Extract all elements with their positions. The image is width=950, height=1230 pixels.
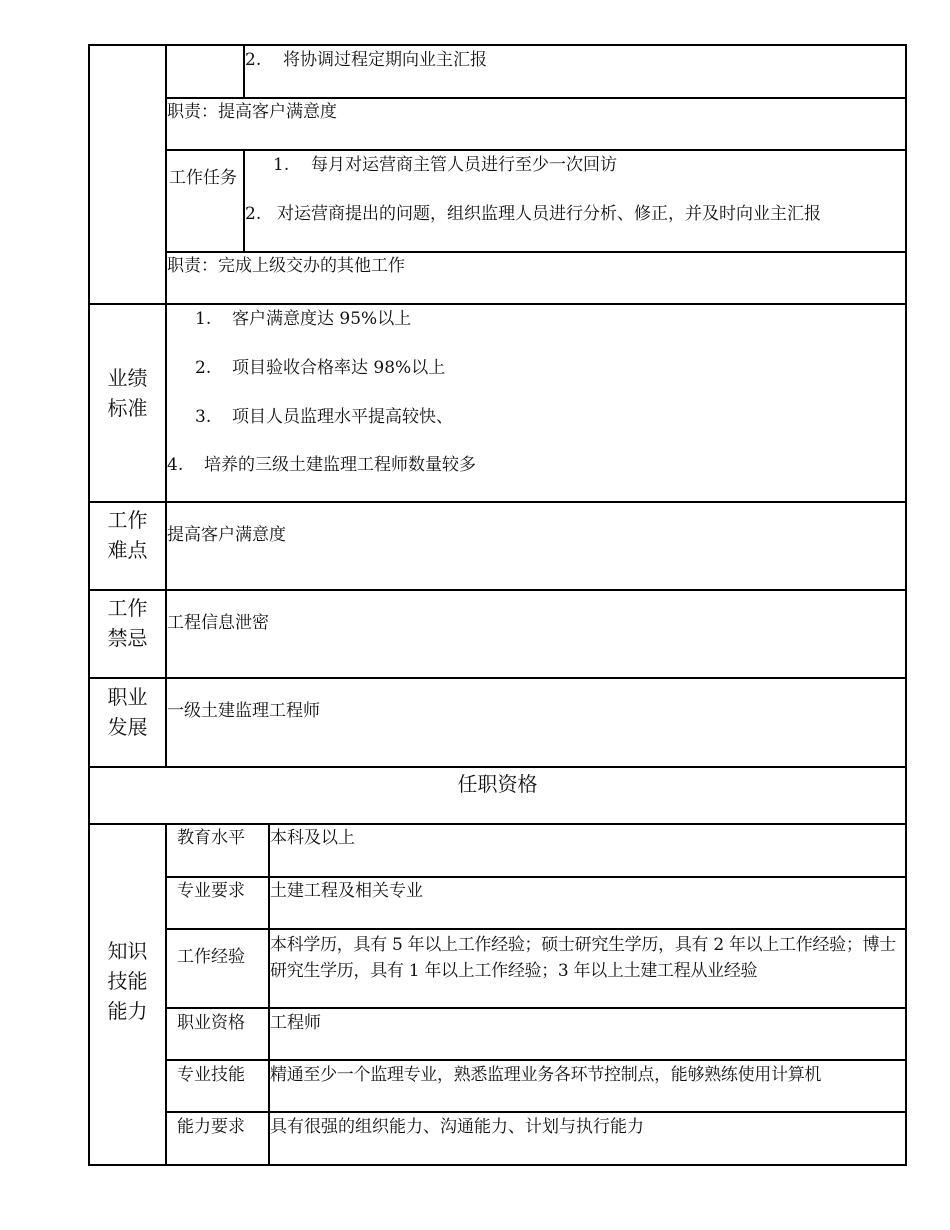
performance-item-number: 2. — [195, 358, 212, 378]
performance-label: 业绩标准 — [107, 366, 148, 420]
qualification-title: 任职资格 — [457, 772, 538, 796]
qualification-row-label: 教育水平 — [177, 828, 245, 848]
performance-item-text: 项目验收合格率达 98%以上 — [232, 358, 446, 378]
task-item-number: 2. — [245, 204, 262, 224]
difficulty-label: 工作难点 — [107, 508, 148, 562]
qualification-row-label: 专业要求 — [177, 881, 245, 901]
qualification-row-value: 具有很强的组织能力、沟通能力、计划与执行能力 — [270, 1117, 644, 1137]
task-item-text: 对运营商提出的问题，组织监理人员进行分析、修正，并及时向业主汇报 — [277, 204, 821, 224]
qualification-row-value: 本科及以上 — [270, 828, 355, 848]
qualification-row-label: 专业技能 — [177, 1065, 245, 1085]
qualification-row-label: 能力要求 — [177, 1117, 245, 1137]
qualification-row-value: 工程师 — [270, 1013, 321, 1033]
career-text: 一级土建监理工程师 — [167, 701, 320, 721]
task-label: 工作任务 — [169, 168, 237, 188]
taboo-label: 工作禁忌 — [107, 596, 148, 650]
qualification-group-label: 知识技能能力 — [107, 939, 148, 1023]
task-item-text: 将协调过程定期向业主汇报 — [283, 50, 487, 70]
task-item-text: 每月对运营商主管人员进行至少一次回访 — [311, 155, 617, 175]
performance-item-text: 培养的三级土建监理工程师数量较多 — [204, 455, 476, 475]
qualification-row-value: 土建工程及相关专业 — [270, 881, 423, 901]
qualification-row-label: 职业资格 — [177, 1013, 245, 1033]
duty-text: 职责：提高客户满意度 — [167, 102, 337, 122]
task-item-number: 1. — [273, 155, 290, 175]
taboo-text: 工程信息泄密 — [167, 613, 269, 633]
qualification-row-value: 本科学历，具有 5 年以上工作经验；硕士研究生学历，具有 2 年以上工作经验；博士研究生学历，具有 1 年以上工作经验；3 年以上土建工程从业经验 — [270, 935, 896, 981]
task-item-number: 2. — [245, 50, 262, 70]
performance-item-number: 4. — [167, 455, 184, 475]
performance-item-text: 客户满意度达 95%以上 — [232, 309, 412, 329]
difficulty-text: 提高客户满意度 — [167, 525, 286, 545]
performance-item-number: 3. — [195, 407, 212, 427]
qualification-row-value: 精通至少一个监理专业，熟悉监理业务各环节控制点，能够熟练使用计算机 — [270, 1065, 822, 1085]
qualification-row-label: 工作经验 — [177, 947, 245, 967]
career-label: 职业发展 — [107, 685, 148, 739]
duty-text: 职责：完成上级交办的其他工作 — [167, 256, 405, 276]
performance-item-text: 项目人员监理水平提高较快、 — [232, 407, 453, 427]
performance-item-number: 1. — [195, 309, 212, 329]
